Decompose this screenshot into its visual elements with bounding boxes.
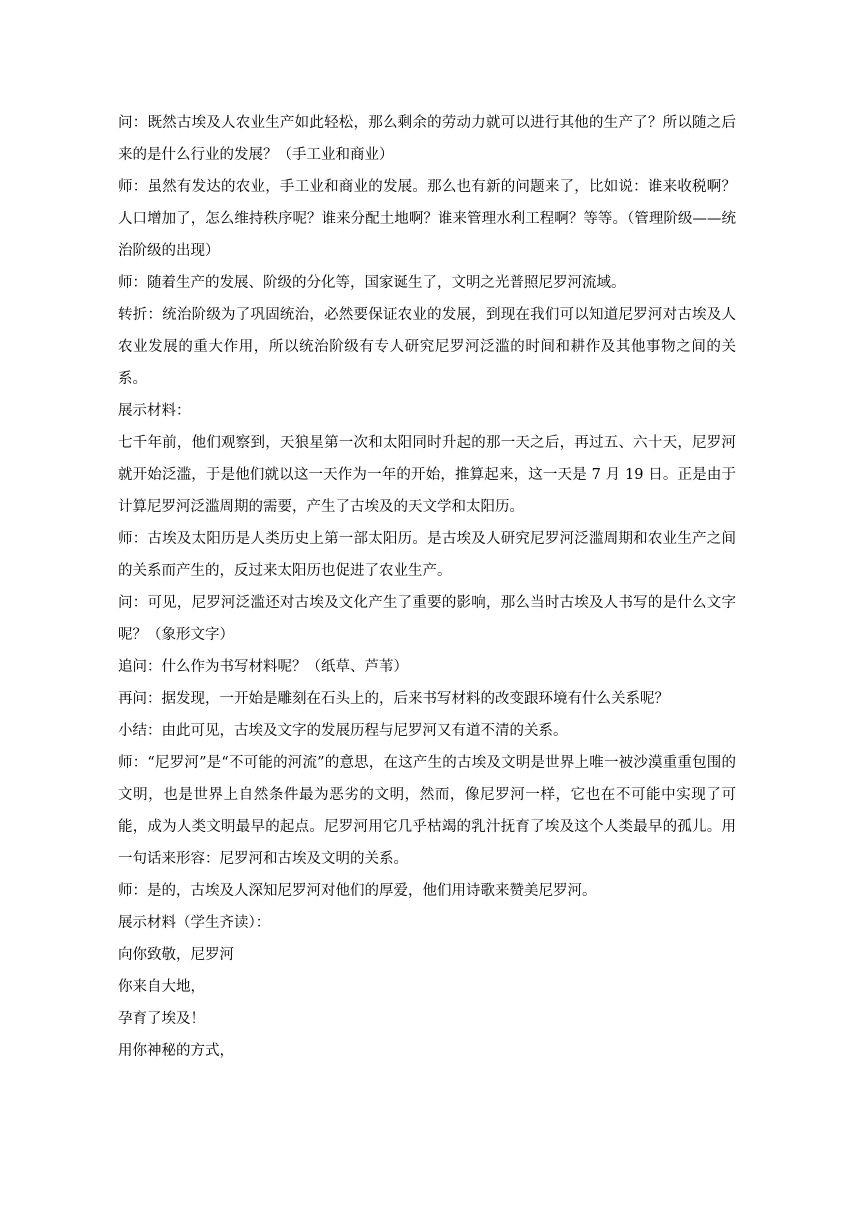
paragraph-summary: 小结：由此可见，古埃及文字的发展历程与尼罗河又有道不清的关系。 — [118, 723, 568, 739]
poem-line-1: 向你致敬，尼罗河 — [118, 947, 234, 963]
paragraph-teacher-ruling-class: 师：虽然有发达的农业，手工业和商业的发展。那么也有新的问题来了，比如说：谁来收税啊？人口增加了，怎么维持秩序呢？谁来分配土地啊？谁来管理水利工程啊？等等。（管理阶级——统治阶级的出现） — [118, 179, 736, 259]
paragraph-material-sirius: 七千年前，他们观察到，天狼星第一次和太阳同时升起的那一天之后，再过五、六十天，尼罗河就开始泛滥，于是他们就以这一天作为一年的开始，推算起来，这一天是 7 月 19 日。正是由于计算尼罗河泛滥周期的需要，产生了古埃及的天文学和太阳历。 — [118, 435, 736, 515]
paragraph-question-handicraft: 问：既然古埃及人农业生产如此轻松，那么剩余的劳动力就可以进行其他的生产了？所以随之后来的是什么行业的发展？（手工业和商业） — [118, 115, 736, 163]
paragraph-transition: 转折：统治阶级为了巩固统治，必然要保证农业的发展，到现在我们可以知道尼罗河对古埃及人农业发展的重大作用，所以统治阶级有专人研究尼罗河泛滥的时间和耕作及其他事物之间的关系。 — [118, 307, 736, 387]
paragraph-show-material-reading: 展示材料（学生齐读）： — [118, 915, 271, 931]
paragraph-show-material: 展示材料： — [118, 403, 191, 419]
paragraph-again-question: 再问：据发现，一开始是雕刻在石头上的，后来书写材料的改变跟环境有什么关系呢？ — [118, 691, 669, 707]
paragraph-question-hieroglyphs: 问：可见，尼罗河泛滥还对古埃及文化产生了重要的影响，那么当时古埃及人书写的是什么文字呢？（象形文字） — [118, 595, 736, 643]
paragraph-teacher-impossible-river: 师：“尼罗河”是“不可能的河流”的意思，在这产生的古埃及文明是世界上唯一被沙漠重重包围的文明，也是世界上自然条件最为恶劣的文明，然而，像尼罗河一样，它也在不可能中实现了可能，成为人类文明最早的起点。尼罗河用它几乎枯竭的乳汁抚育了埃及这个人类最早的孤儿。用一句话来形容：尼罗河和古埃及文明的关系。 — [118, 755, 736, 867]
poem-line-2: 你来自大地， — [118, 979, 205, 995]
poem-line-4: 用你神秘的方式， — [118, 1043, 234, 1059]
document-body — [118, 107, 736, 1067]
poem-line-3: 孕育了埃及！ — [118, 1011, 205, 1027]
paragraph-teacher-state-birth: 师：随着生产的发展、阶级的分化等，国家诞生了，文明之光普照尼罗河流域。 — [118, 275, 626, 291]
paragraph-teacher-solar-calendar: 师：古埃及太阳历是人类历史上第一部太阳历。是古埃及人研究尼罗河泛滥周期和农业生产之间的关系而产生的，反过来太阳历也促进了农业生产。 — [118, 531, 736, 579]
paragraph-teacher-poetry: 师：是的，古埃及人深知尼罗河对他们的厚爱，他们用诗歌来赞美尼罗河。 — [118, 883, 597, 899]
paragraph-followup-material: 追问：什么作为书写材料呢？（纸草、芦苇） — [118, 659, 408, 675]
